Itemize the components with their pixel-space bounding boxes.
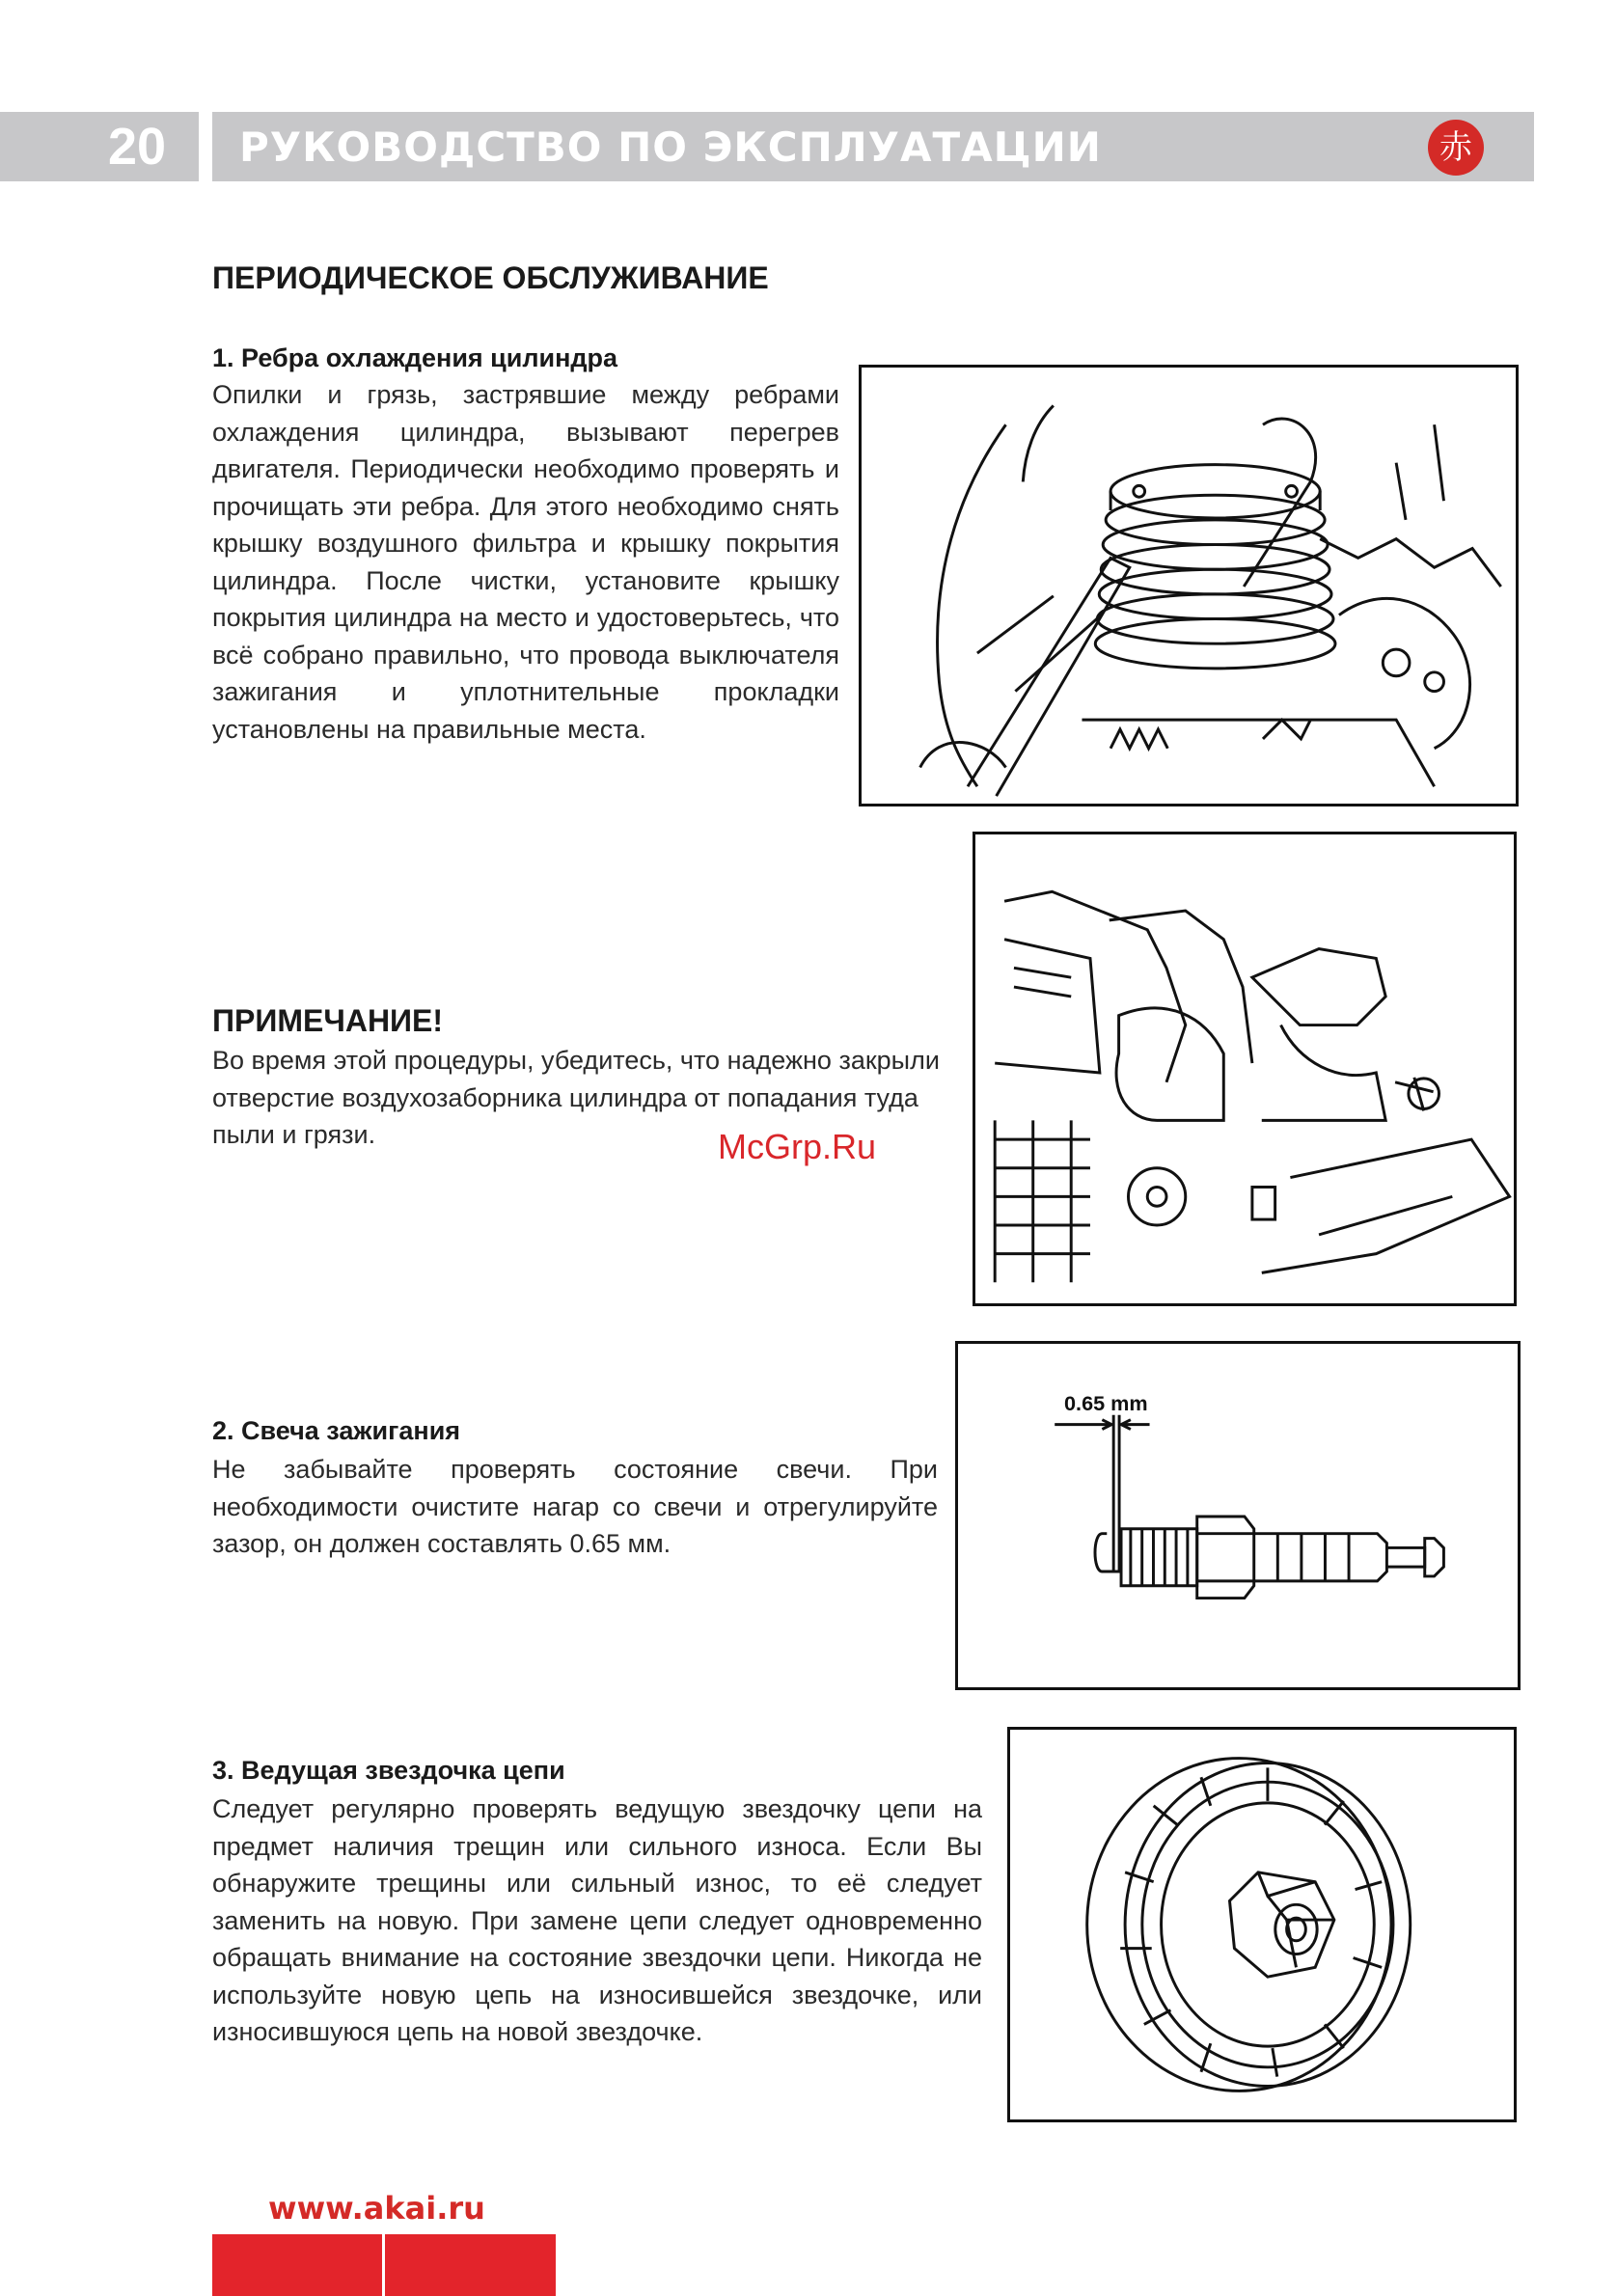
gap-label: 0.65 mm [1064, 1390, 1148, 1415]
item-3-heading: 3. Ведущая звездочка цепи [212, 1756, 565, 1785]
air-intake-drawing [975, 834, 1514, 1303]
footer-divider [382, 2234, 385, 2296]
watermark: McGrp.Ru [718, 1127, 877, 1166]
item-2-heading: 2. Свеча зажигания [212, 1416, 461, 1445]
sprocket-drawing [1010, 1730, 1514, 2119]
spark-plug-illustration [955, 1341, 1521, 1690]
section-title: ПЕРИОДИЧЕСКОЕ ОБСЛУЖИВАНИЕ [212, 260, 769, 295]
cylinder-fins-illustration [859, 365, 1519, 806]
item-1-text: Опилки и грязь, застрявшие между ребрами охлаждения цилиндра, вызывают перегрев двигателя. Периодически необходимо проверять и прочищать эти ребра. Для этого необходимо снять крышку воздушного фильтра и крышку покрытия цилиндра. После чистки, установите крышку покрытия цилиндра на место и удостоверьтесь, что всё собрано правильно, что провода выключателя зажигания и уплотнительные прокладки установлены на правильные места. [212, 380, 839, 744]
cylinder-fins-drawing [862, 368, 1516, 804]
item-3-text: Следует регулярно проверять ведущую звездочку цепи на предмет наличия трещин или сильного износа. Если Вы обнаружите трещины или сильный износ, то её следует заменить на новую. При замене цепи следует одновременно обращать внимание на состояние звездочки цепи. Никогда не используйте новую цепь на износившейся звездочке, или износившуюся цепь на новой звездочке. [212, 1794, 982, 2046]
page-number: 20 [108, 118, 167, 176]
note-text: Во время этой процедуры, убедитесь, что надежно закрыли отверстие воздухозаборника цилиндра от попадания туда пыли и грязи. [212, 1046, 940, 1149]
sprocket-illustration [1007, 1727, 1517, 2122]
air-intake-illustration [973, 832, 1517, 1306]
item-1-heading: 1. Ребра охлаждения цилиндра [212, 343, 618, 372]
item-2-text: Не забывайте проверять состояние свечи. При необходимости очистите нагар со свечи и отрегулируйте зазор, он должен составлять 0.65 мм. [212, 1455, 938, 1558]
note-heading: ПРИМЕЧАНИЕ! [212, 1003, 444, 1038]
brand-logo-icon: 赤 [1428, 120, 1484, 176]
spark-plug-drawing [958, 1344, 1518, 1687]
header-number-bar [0, 112, 199, 181]
website-link[interactable]: www.akai.ru [268, 2190, 485, 2227]
page-title: РУКОВОДСТВО ПО ЭКСПЛУАТАЦИИ [239, 123, 1102, 171]
